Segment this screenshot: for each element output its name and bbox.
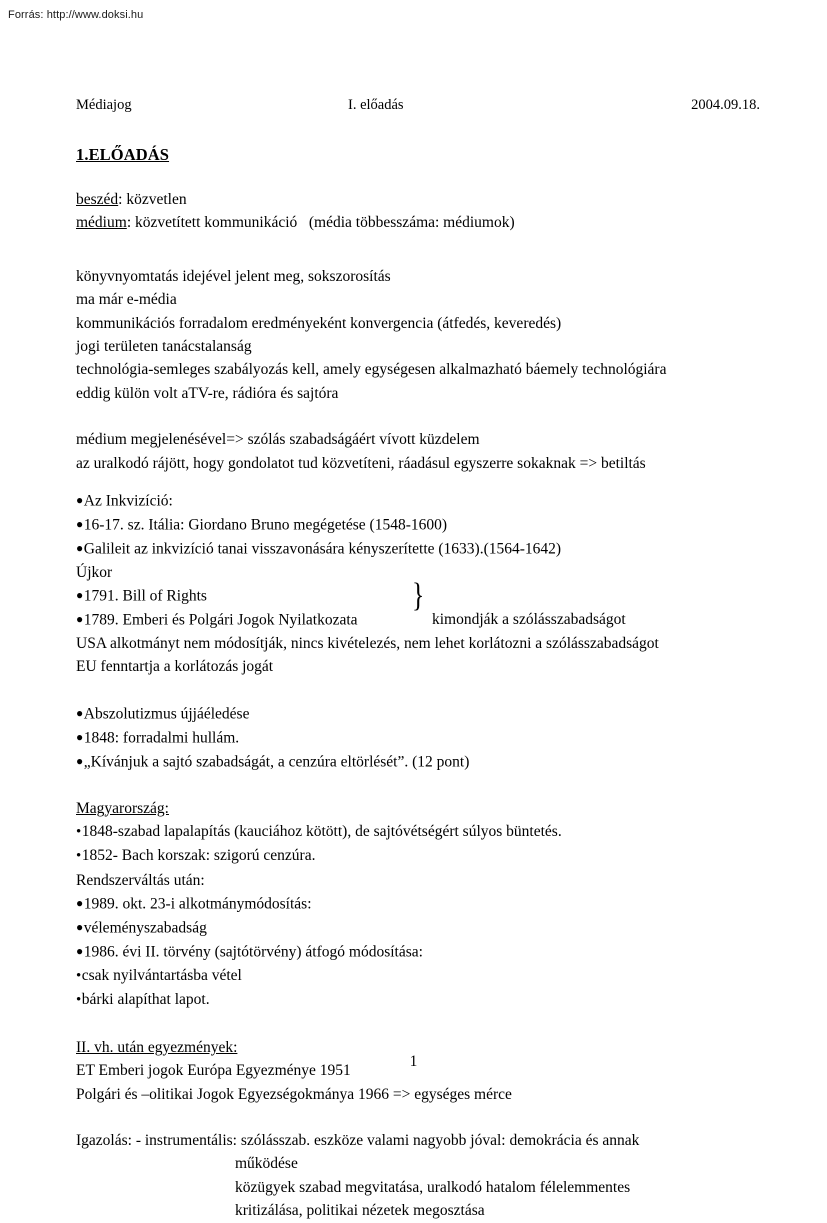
text-line: Igazolás: - instrumentális: szólásszab. eszköze valami nagyobb jóval: demokrácia és annak: [76, 1131, 640, 1149]
page-number: 1: [409, 1053, 418, 1070]
justification-indent: [76, 1152, 716, 1222]
bullet-item: • 1848-szabad lapalapítás (kauciához kötött), de sajtóvétségért súlyos büntetés.: [76, 820, 716, 844]
bullet-item: ● 1789. Emberi és Polgári Jogok Nyilatkozata: [76, 608, 716, 632]
absolutism-block: [76, 702, 716, 774]
definitions-block: [76, 188, 716, 235]
text-line: ET Emberi jogok Európa Egyezménye 1951: [76, 1062, 351, 1080]
bullet-item: ● Galileit az inkvizíció tanai visszavonására kényszerítette (1633).(1564-1642): [76, 537, 716, 561]
justification-block: [76, 1129, 716, 1223]
bullet-item: ● 1791. Bill of Rights: [76, 584, 716, 608]
section-heading: [76, 797, 716, 820]
text-line: médium megjelenésével=> szólás szabadságáért vívott küzdelem: [76, 431, 480, 449]
intro-block: [76, 265, 716, 405]
hungary-block: [76, 797, 716, 1013]
bullet-item: ● 1848: forradalmi hullám.: [76, 726, 716, 750]
bullet-item: • bárki alapíthat lapot.: [76, 988, 716, 1012]
definition-text: : közvetített kommunikáció (média többesszáma: médiumok): [126, 214, 515, 232]
text-line: könyvnyomtatás idejével jelent meg, sokszorosítás: [76, 267, 391, 285]
bullet-item: ● véleményszabadság: [76, 916, 716, 940]
header-subject: Médiajog: [76, 97, 132, 113]
text-line: technológia-semleges szabályozás kell, amely egységesen alkalmazható báemely technológiára: [76, 361, 667, 379]
section-heading-text: Magyarország:: [76, 799, 169, 817]
document-header: [76, 96, 760, 114]
text-line: Polgári és –olitikai Jogok Egyezségokmánya 1966 => egységes mérce: [76, 1085, 512, 1103]
text-line: kommunikációs forradalom eredményeként konvergencia (átfedés, keveredés): [76, 314, 562, 332]
text-line: ma már e-média: [76, 291, 177, 309]
definition-item: [76, 188, 716, 211]
header-lecture: I. előadás: [348, 97, 404, 113]
bullet-item: ● Az Inkvizíció:: [76, 489, 716, 513]
bullet-item: ● 16-17. sz. Itália: Giordano Bruno megégetése (1548-1600): [76, 513, 716, 537]
bullet-item: ● 1989. okt. 23-i alkotmánymódosítás:: [76, 892, 716, 916]
inquisition-block: [76, 489, 716, 679]
text-line: működése: [235, 1155, 298, 1173]
page-title: 1.ELŐADÁS: [76, 145, 170, 164]
brace-group: [76, 577, 716, 632]
text-line: Rendszerváltás után:: [76, 871, 205, 889]
bullet-item: • csak nyilvántartásba vétel: [76, 964, 716, 988]
brace-annotation: kimondják a szólásszabadságot: [432, 610, 626, 628]
text-line: Újkor: [76, 563, 113, 581]
definition-item: [76, 211, 716, 234]
bullet-item: • 1852- Bach korszak: szigorú cenzúra.: [76, 844, 716, 868]
medium-block: [76, 428, 716, 475]
definition-term: beszéd: [76, 191, 119, 208]
text-line: jogi területen tanácstalanság: [76, 338, 252, 356]
section-heading-text: II. vh. után egyezmények:: [76, 1038, 238, 1056]
text-line: kritizálása, politikai nézetek megosztása: [235, 1202, 485, 1220]
text-line: EU fenntartja a korlátozás jogát: [76, 658, 274, 676]
text-line: az uralkodó rájött, hogy gondolatot tud közvetíteni, ráadásul egyszerre sokaknak => betiltás: [76, 454, 646, 472]
header-date: 2004.09.18.: [691, 97, 760, 113]
source-watermark: Forrás: http://www.doksi.hu: [8, 9, 144, 21]
text-line: USA alkotmányt nem módosítják, nincs kivételezés, nem lehet korlátozni a szólásszabadságot: [76, 635, 659, 652]
bullet-item: ● Abszolutizmus újjáéledése: [76, 702, 716, 726]
bullet-item: ● „Kívánjuk a sajtó szabadságát, a cenzúra eltörlését”. (12 pont): [76, 750, 716, 774]
curly-brace-icon: }: [412, 577, 425, 615]
definition-term: médium: [76, 214, 127, 232]
text-line: közügyek szabad megvitatása, uralkodó hatalom félelemmentes: [235, 1178, 631, 1196]
definition-text: : közvetlen: [118, 191, 187, 208]
bullet-item: ● 1986. évi II. törvény (sajtótörvény) átfogó módosítása:: [76, 940, 716, 964]
text-line: eddig külön volt aTV-re, rádióra és sajtóra: [76, 384, 339, 402]
